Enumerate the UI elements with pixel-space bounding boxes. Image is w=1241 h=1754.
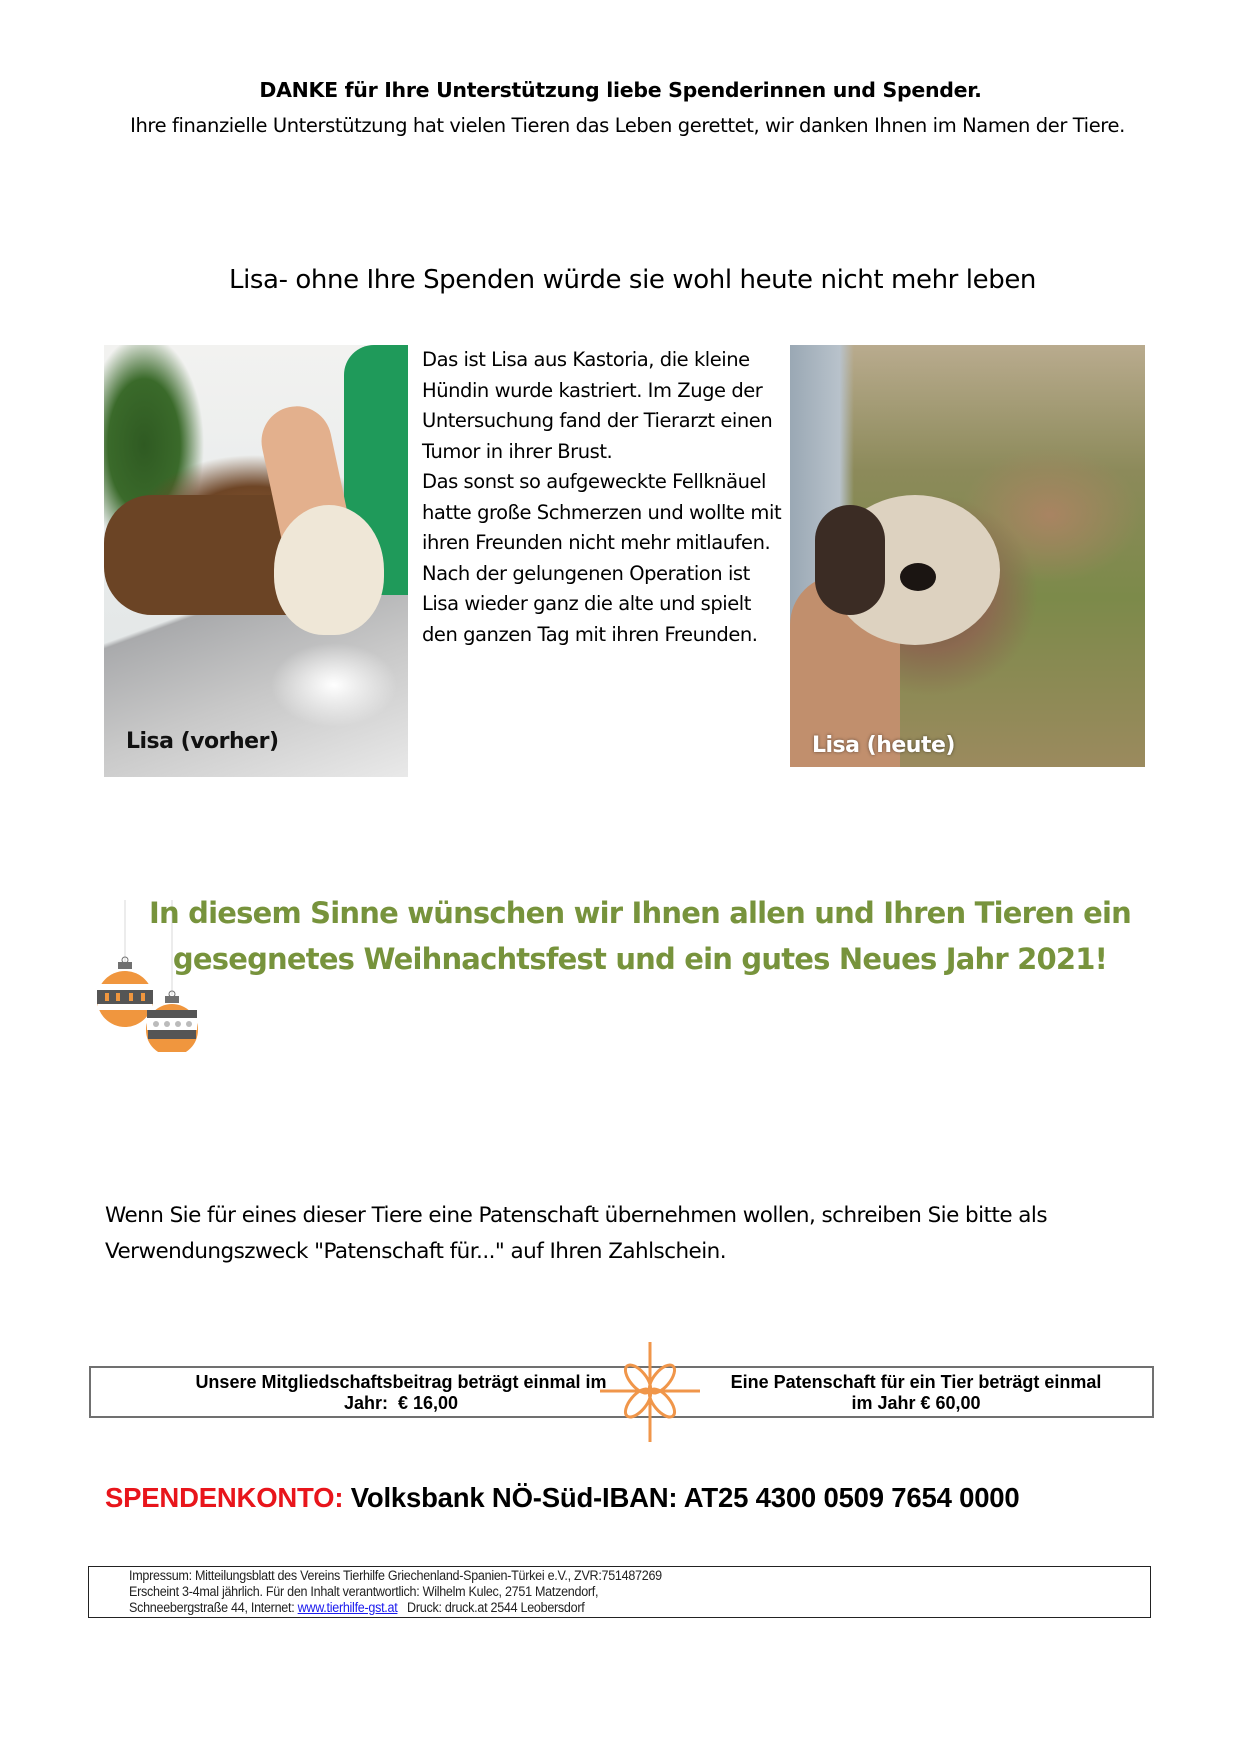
photo-lisa-today <box>790 345 1145 767</box>
imprint-line: Impressum: Mitteilungsblatt des Vereins Tierhilfe Griechenland-Spanien-Türkei e.V., ZVR:751487269 <box>129 1568 662 1583</box>
christmas-greeting <box>100 890 1180 982</box>
imprint-address: Schneebergstraße 44, Internet: <box>129 1600 298 1615</box>
dog-head-shape <box>274 505 384 635</box>
photo-lisa-before <box>104 345 408 777</box>
dog-ear-shape <box>815 505 885 615</box>
membership-fee <box>131 1372 671 1414</box>
gift-bow-icon <box>600 1342 700 1442</box>
account-iban: Volksbank NÖ-Süd-IBAN: AT25 4300 0509 7654 0000 <box>343 1482 1020 1513</box>
website-link[interactable]: www.tierhilfe-gst.at <box>297 1600 398 1615</box>
donation-account <box>105 1482 1019 1514</box>
story-paragraph: Das ist Lisa aus Kastoria, die kleine Hündin wurde kastriert. Im Zuge der Untersuchung fand der Tierarzt einen Tumor in ihrer Brust. <box>422 348 773 463</box>
story-paragraph: Das sonst so aufgeweckte Fellknäuel hatte große Schmerzen und wollte mit ihren Freunden nicht mehr mitlaufen. <box>422 470 782 554</box>
story-text <box>422 345 782 650</box>
dog-nose-shape <box>900 563 936 591</box>
imprint-line <box>129 1600 662 1616</box>
thanks-text: Ihre finanzielle Unterstützung hat vielen Tieren das Leben gerettet, wir danken Ihnen im Namen der Tiere. <box>130 114 1125 137</box>
story-paragraph: Nach der gelungenen Operation ist Lisa wieder ganz die alte und spielt den ganzen Tag mit ihren Freunden. <box>422 561 758 646</box>
thanks-title: DANKE für Ihre Unterstützung liebe Spenderinnen und Spender. <box>259 78 982 102</box>
account-label: SPENDENKONTO: <box>105 1482 344 1513</box>
imprint-text <box>129 1568 662 1616</box>
imprint-line: Erscheint 3-4mal jährlich. Für den Inhalt verantwortlich: Wilhelm Kulec, 2751 Matzendorf, <box>129 1584 599 1599</box>
sponsorship-fee-amount: im Jahr € 60,00 <box>851 1393 981 1413</box>
imprint-box <box>88 1566 1151 1618</box>
story-heading: Lisa- ohne Ihre Spenden würde sie wohl heute nicht mehr leben <box>228 265 1037 295</box>
greeting-line: In diesem Sinne wünschen wir Ihnen allen und Ihren Tieren ein <box>149 896 1131 930</box>
sponsorship-fee-line: Eine Patenschaft für ein Tier beträgt einmal <box>730 1372 1102 1392</box>
imprint-print: Druck: druck.at 2544 Leobersdorf <box>397 1600 585 1615</box>
sponsorship-fee <box>691 1372 1141 1414</box>
sponsorship-text: Wenn Sie für eines dieser Tiere eine Patenschaft übernehmen wollen, schreiben Sie bitte als Verwendungszweck "Patenschaft für..." auf Ihren Zahlschein. <box>105 1203 1047 1264</box>
photo-caption-today: Lisa (heute) <box>812 733 955 758</box>
membership-fee-amount: Jahr: € 16,00 <box>343 1393 459 1413</box>
photo-caption-before: Lisa (vorher) <box>126 729 279 754</box>
greeting-line: gesegnetes Weihnachtsfest und ein gutes Neues Jahr 2021! <box>172 942 1108 976</box>
membership-fee-line: Unsere Mitgliedschaftsbeitrag beträgt einmal im <box>195 1372 607 1392</box>
